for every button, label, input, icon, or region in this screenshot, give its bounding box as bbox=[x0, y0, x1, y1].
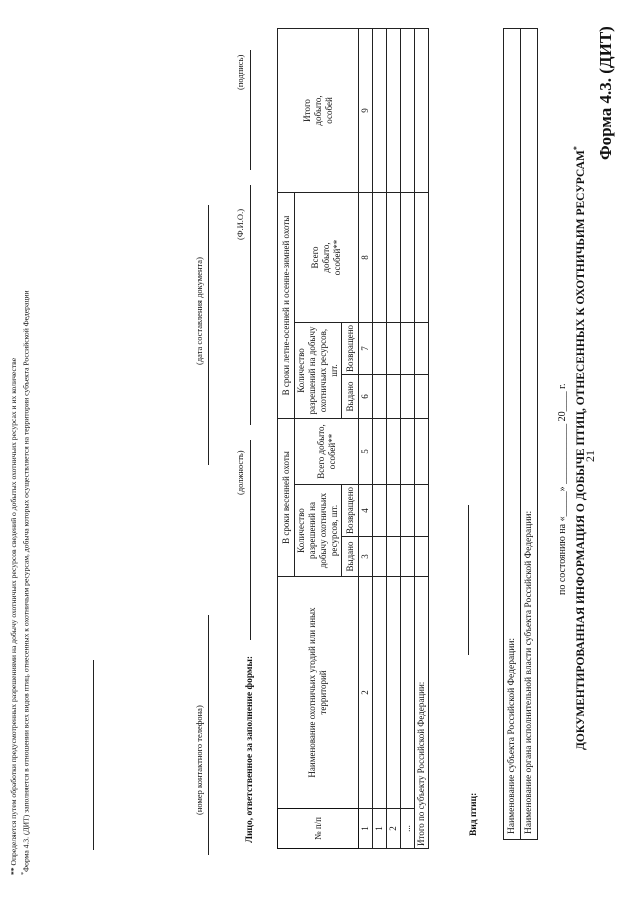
phone-line bbox=[208, 615, 209, 855]
cell[interactable] bbox=[401, 418, 415, 484]
table-row bbox=[373, 28, 387, 848]
autumn-issued-header: Выдано bbox=[342, 374, 359, 418]
spring-permits-header: Количество разрешений на добычу охотничьих ресурсов, шт. bbox=[295, 485, 342, 577]
row-no: 2 bbox=[387, 809, 401, 849]
cell[interactable] bbox=[387, 28, 401, 192]
date-line: по состоянию на «_____» ____________ 20____ г. bbox=[557, 383, 568, 595]
cell[interactable] bbox=[387, 485, 401, 537]
col-number: 3 bbox=[359, 537, 373, 577]
cell[interactable] bbox=[401, 374, 415, 418]
col-number: 6 bbox=[359, 374, 373, 418]
cell[interactable] bbox=[373, 485, 387, 537]
cell[interactable] bbox=[373, 28, 387, 192]
spring-returned-header: Возвращено bbox=[342, 485, 359, 537]
table-row bbox=[401, 28, 415, 848]
cell[interactable] bbox=[415, 322, 429, 374]
col-number: 4 bbox=[359, 485, 373, 537]
header-row-1 bbox=[278, 28, 295, 848]
row-name[interactable] bbox=[401, 577, 415, 809]
cell[interactable] bbox=[401, 28, 415, 192]
row-name[interactable] bbox=[373, 577, 387, 809]
autumn-total-header: Всего добыто, особей** bbox=[295, 192, 359, 322]
page-number: 21 bbox=[583, 450, 597, 462]
autumn-returned-header: Возвращено bbox=[342, 322, 359, 374]
autumn-permits-header: Количество разрешений на добычу охотничьих ресурсов, шт. bbox=[295, 322, 342, 418]
spring-issued-header: Выдано bbox=[342, 537, 359, 577]
cell[interactable] bbox=[387, 192, 401, 322]
row-no: 1 bbox=[373, 809, 387, 849]
cell[interactable] bbox=[401, 485, 415, 537]
bird-species-line bbox=[468, 505, 469, 655]
info-row-authority bbox=[521, 29, 538, 840]
responsible-label: Лицо, ответственное за заполнение формы: bbox=[245, 655, 255, 843]
info-table bbox=[503, 28, 538, 840]
row-no: ... bbox=[401, 809, 415, 849]
cell[interactable] bbox=[387, 537, 401, 577]
page-title bbox=[572, 146, 587, 750]
cell[interactable] bbox=[387, 322, 401, 374]
row-name[interactable] bbox=[387, 577, 401, 809]
cell[interactable] bbox=[373, 418, 387, 484]
cell[interactable] bbox=[415, 374, 429, 418]
signature-line bbox=[250, 50, 251, 170]
cell[interactable] bbox=[415, 192, 429, 322]
spring-total-header: Всего добыто, особей** bbox=[295, 418, 359, 484]
cell[interactable] bbox=[415, 537, 429, 577]
col-number: 5 bbox=[359, 418, 373, 484]
cell[interactable] bbox=[373, 192, 387, 322]
signature-caption: (подпись) bbox=[235, 54, 245, 90]
col-number: 8 bbox=[359, 192, 373, 322]
cell[interactable] bbox=[373, 374, 387, 418]
cell[interactable] bbox=[415, 28, 429, 192]
phone-caption: (номер контактного телефона) bbox=[194, 705, 204, 815]
total-row-label: Итого по субъекту Российской Федерации: bbox=[415, 577, 429, 849]
spring-group-header: В сроки весенней охоты bbox=[278, 418, 295, 576]
col-number: 2 bbox=[359, 577, 373, 809]
total-row bbox=[415, 28, 429, 848]
footnote-1: *Форма 4.3. (ДИТ) заполняется в отношении всех видов птиц, отнесенных к охотничьим ресурсам, добыча которых осуществляется на территории субъекта Российской Федерации bbox=[20, 290, 31, 875]
fio-caption: (Ф.И.О.) bbox=[235, 208, 245, 240]
harvest-table bbox=[277, 28, 429, 849]
position-line bbox=[250, 440, 251, 640]
cell[interactable] bbox=[387, 374, 401, 418]
subject-label: Наименование субъекта Российской Федерации: bbox=[504, 29, 521, 840]
form-id: Форма 4.3. (ДИТ) bbox=[596, 26, 615, 160]
cell[interactable] bbox=[373, 537, 387, 577]
doc-date-caption: (дата составления документа) bbox=[194, 257, 204, 365]
col-name-header: Наименование охотничьих угодий или иных территорий bbox=[278, 577, 359, 809]
authority-label: Наименование органа исполнительной власти субъекта Российской Федерации: bbox=[521, 29, 538, 840]
cell[interactable] bbox=[373, 322, 387, 374]
doc-date-line bbox=[208, 205, 209, 465]
cell[interactable] bbox=[415, 485, 429, 537]
grand-total-header: Итого добыто, особей bbox=[278, 28, 359, 192]
footnote-separator bbox=[93, 660, 94, 850]
col-no-header: № п/п bbox=[278, 809, 359, 849]
bird-species-label: Вид птиц: bbox=[469, 792, 479, 836]
title-footnote-mark: * bbox=[572, 146, 581, 151]
col-number: 1 bbox=[359, 809, 373, 849]
cell[interactable] bbox=[401, 537, 415, 577]
column-number-row bbox=[359, 28, 373, 848]
autumn-group-header: В сроки летне-осенней и осенне-зимней охоты bbox=[278, 192, 295, 418]
fio-line bbox=[250, 185, 251, 425]
cell[interactable] bbox=[415, 418, 429, 484]
position-caption: (должность) bbox=[235, 450, 245, 495]
table-row bbox=[387, 28, 401, 848]
footnote-2: ** Определяется путем обработки предусмотренных разрешениями на добычу охотничьих ресурсов сведений о добытых охотничьих ресурсах и их количестве bbox=[9, 357, 18, 875]
col-number: 7 bbox=[359, 322, 373, 374]
col-number: 9 bbox=[359, 28, 373, 192]
cell[interactable] bbox=[387, 418, 401, 484]
cell[interactable] bbox=[401, 192, 415, 322]
title-text: ДОКУМЕНТИРОВАННАЯ ИНФОРМАЦИЯ О ДОБЫЧЕ ПТИЦ, ОТНЕСЕННЫХ К ОХОТНИЧЬИМ РЕСУРСАМ bbox=[574, 150, 587, 750]
cell[interactable] bbox=[401, 322, 415, 374]
info-row-subject bbox=[504, 29, 521, 840]
